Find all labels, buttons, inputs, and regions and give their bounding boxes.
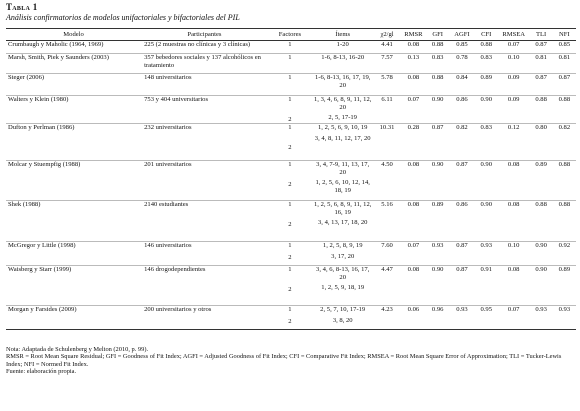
items-list: 2, 5, 17-19 [328,114,357,122]
cell-agfi: 0.85 [449,41,474,54]
header-nfi: NFI [553,29,576,41]
items-list: 1, 3, 4, 6, 8, 9, 11, 12, 20 [313,96,372,111]
cell-participantes: 201 universitarios [141,161,268,201]
items-list: 1-20 [336,41,349,48]
cell-tli: 0.88 [530,201,553,242]
cell-modelo: Dufton y Perlman (1986) [6,124,141,161]
factor-number: 1 [288,201,292,209]
cell-items [312,161,373,201]
cell-rmsr: 0.07 [401,242,426,266]
cell-items [312,124,373,161]
cell-rmsr: 0.08 [401,74,426,96]
cell-agfi: 0.93 [449,306,474,330]
factor-number: 2 [288,220,292,228]
cell-cfi: 0.90 [475,201,498,242]
cell-tli: 0.87 [530,41,553,54]
cell-factores [268,54,312,74]
cell-modelo: Waisberg y Starr (1999) [6,266,141,306]
cell-items [312,41,373,54]
factor-number: 1 [288,41,292,48]
cell-agfi: 0.87 [449,242,474,266]
factor-number: 2 [288,143,292,151]
cell-factores [268,124,312,161]
cell-chi2-gl: 5.78 [373,74,400,96]
table-subtitle: Análisis confirmatorios de modelos unifactoriales y bifactoriales del PIL [6,13,240,22]
cell-chi2-gl: 7.57 [373,54,400,74]
items-list: 3, 4, 13, 17, 18, 20 [317,219,368,227]
header-tli: TLI [530,29,553,41]
cell-rmsea: 0.10 [498,54,530,74]
cell-items [312,54,373,74]
cell-participantes: 2140 estudiantes [141,201,268,242]
cell-agfi: 0.78 [449,54,474,74]
cell-nfi: 0.88 [553,201,576,242]
factor-number: 1 [288,96,292,103]
header-chi2-gl: χ2/gl [373,29,400,41]
cell-rmsea: 0.07 [498,41,530,54]
table-title: Tabla 1 [6,2,38,12]
cell-cfi: 0.83 [475,124,498,161]
cell-modelo: Steger (2006) [6,74,141,96]
cell-tli: 0.89 [530,161,553,201]
cell-chi2-gl: 6.11 [373,96,400,124]
table-row [6,201,576,242]
factor-number: 2 [288,285,292,293]
cell-agfi: 0.86 [449,96,474,124]
table-row [6,242,576,266]
items-list: 1, 2, 5, 6, 8, 9, 11, 12, 16, 19 [313,201,372,216]
cell-gfi: 0.88 [426,41,449,54]
factor-number: 1 [288,124,292,132]
table-body [6,41,576,330]
cell-participantes: 357 bebedores sociales y 137 alcohólicos en tratamiento [141,54,268,74]
items-list: 1, 2, 5, 9, 18, 19 [321,284,365,292]
cell-rmsea: 0.09 [498,74,530,96]
cell-rmsea: 0.08 [498,201,530,242]
cell-gfi: 0.96 [426,306,449,330]
items-list: 3, 4, 7-9, 11, 13, 17, 20 [316,161,370,176]
cell-factores [268,306,312,330]
cell-items [312,201,373,242]
cell-participantes: 148 universitarios [141,74,268,96]
cell-factores [268,41,312,54]
cell-participantes: 146 universitarios [141,242,268,266]
cell-agfi: 0.86 [449,201,474,242]
factor-number: 2 [288,180,292,188]
header-row [6,29,576,41]
cell-factores [268,161,312,201]
cell-nfi: 0.89 [553,266,576,306]
items-list: 3, 4, 8, 11, 12, 17, 20 [314,134,371,142]
cell-participantes: 753 y 404 universitarios [141,96,268,124]
cell-participantes: 232 universitarios [141,124,268,161]
cell-gfi: 0.88 [426,74,449,96]
cell-cfi: 0.95 [475,306,498,330]
header-participantes: Participantes [141,29,268,41]
table-row [6,96,576,124]
note-abbreviations: RMSR = Root Mean Square Residual; GFI = Goodness of Fit Index; AGFI = Adjusted Goodness of Fit Index; CFI = Comparative Fit Index; RMSEA = Root Mean Square Error of Approximation; TLI = Tucker-Lewis Index; NFI = Normed Fit Index. [6,353,562,368]
cell-factores [268,74,312,96]
cell-tli: 0.80 [530,124,553,161]
cell-rmsr: 0.08 [401,201,426,242]
cell-tli: 0.90 [530,242,553,266]
cell-cfi: 0.83 [475,54,498,74]
cell-nfi: 0.88 [553,161,576,201]
cell-rmsea: 0.12 [498,124,530,161]
cell-tli: 0.93 [530,306,553,330]
cell-items [312,266,373,306]
cell-rmsr: 0.08 [401,161,426,201]
cell-cfi: 0.90 [475,161,498,201]
cell-tli: 0.87 [530,74,553,96]
header-gfi: GFI [426,29,449,41]
factor-number: 1 [288,266,292,274]
cell-cfi: 0.93 [475,242,498,266]
factor-number: 1 [288,161,292,169]
items-list: 1, 2, 5, 8, 9, 19 [322,242,363,250]
cell-rmsr: 0.28 [401,124,426,161]
cell-gfi: 0.90 [426,96,449,124]
cell-agfi: 0.82 [449,124,474,161]
cell-rmsea: 0.08 [498,266,530,306]
header-agfi: AGFI [449,29,474,41]
factor-number: 2 [288,253,292,261]
cell-modelo: Crumbaugh y Maholic (1964, 1969) [6,41,141,54]
header-items: Ítems [312,29,373,41]
factor-number: 1 [288,54,292,61]
note-source-adaptation: Nota: Adaptada de Schulenberg y Melton (2010, p. 99). [6,346,149,353]
cell-rmsea: 0.10 [498,242,530,266]
cell-gfi: 0.93 [426,242,449,266]
cell-cfi: 0.90 [475,96,498,124]
factor-number: 2 [288,115,292,123]
cell-rmsea: 0.07 [498,306,530,330]
cell-gfi: 0.89 [426,201,449,242]
cell-nfi: 0.93 [553,306,576,330]
cell-nfi: 0.88 [553,96,576,124]
items-list: 1, 2, 5, 6, 10, 12, 14, 18, 19 [315,179,370,194]
cell-nfi: 0.82 [553,124,576,161]
cell-rmsr: 0.08 [401,41,426,54]
cell-nfi: 0.92 [553,242,576,266]
cell-factores [268,201,312,242]
cell-rmsea: 0.09 [498,96,530,124]
cell-chi2-gl: 10.31 [373,124,400,161]
cell-nfi: 0.81 [553,54,576,74]
table-row [6,161,576,201]
cell-rmsea: 0.08 [498,161,530,201]
cell-items [312,242,373,266]
cell-factores [268,242,312,266]
cell-factores [268,266,312,306]
factor-number: 1 [288,306,292,314]
factor-number: 1 [288,74,292,81]
cell-modelo: McGregor y Little (1998) [6,242,141,266]
cell-rmsr: 0.08 [401,266,426,306]
cell-chi2-gl: 5.16 [373,201,400,242]
cell-modelo: Shek (1988) [6,201,141,242]
table-row [6,266,576,306]
header-factores: Factores [268,29,312,41]
cell-factores [268,96,312,124]
cell-gfi: 0.83 [426,54,449,74]
factor-number: 1 [288,242,292,250]
items-list: 1-6, 8-13, 16, 17, 19, 20 [314,74,371,89]
table-row [6,41,576,54]
cell-tli: 0.81 [530,54,553,74]
cell-modelo: Molcar y Stuempfig (1988) [6,161,141,201]
cell-tli: 0.88 [530,96,553,124]
items-list: 3, 17, 20 [331,252,355,260]
note-source: Fuente: elaboración propia. [6,368,77,376]
header-cfi: CFI [475,29,498,41]
header-modelo: Modelo [6,29,141,41]
fit-indices-table [6,28,576,330]
cell-rmsr: 0.07 [401,96,426,124]
table-row [6,74,576,96]
table-notes [6,346,576,376]
cell-chi2-gl: 4.50 [373,161,400,201]
cell-items [312,96,373,124]
cell-agfi: 0.87 [449,266,474,306]
cell-agfi: 0.84 [449,74,474,96]
cell-participantes: 225 (2 muestras no clínicas y 3 clínicas) [141,41,268,54]
cell-nfi: 0.85 [553,41,576,54]
cell-rmsr: 0.13 [401,54,426,74]
cell-chi2-gl: 4.47 [373,266,400,306]
header-rmsea: RMSEA [498,29,530,41]
cell-cfi: 0.89 [475,74,498,96]
cell-tli: 0.90 [530,266,553,306]
cell-gfi: 0.87 [426,124,449,161]
cell-participantes: 200 universitarios y otros [141,306,268,330]
items-list: 3, 8, 20 [332,316,353,324]
cell-chi2-gl: 7.60 [373,242,400,266]
cell-items [312,74,373,96]
cell-gfi: 0.90 [426,266,449,306]
table-row [6,54,576,74]
cell-participantes: 146 drogodependientes [141,266,268,306]
cell-agfi: 0.87 [449,161,474,201]
header-rmsr: RMSR [401,29,426,41]
items-list: 3, 4, 6, 8-13, 16, 17, 20 [316,266,370,281]
cell-chi2-gl: 4.23 [373,306,400,330]
cell-nfi: 0.87 [553,74,576,96]
cell-chi2-gl: 4.41 [373,41,400,54]
items-list: 2, 5, 7, 10, 17-19 [320,306,366,314]
cell-modelo: Walters y Klein (1980) [6,96,141,124]
cell-modelo: Morgan y Farsides (2009) [6,306,141,330]
cell-modelo: Marsh, Smith, Piek y Saunders (2003) [6,54,141,74]
cell-gfi: 0.90 [426,161,449,201]
items-list: 1-6, 8-13, 16-20 [321,54,365,61]
table-row [6,124,576,161]
factor-number: 2 [288,317,292,325]
table-row [6,306,576,330]
cell-rmsr: 0.06 [401,306,426,330]
cell-cfi: 0.91 [475,266,498,306]
cell-items [312,306,373,330]
items-list: 1, 2, 5, 6, 9, 10, 19 [317,124,368,132]
cell-cfi: 0.88 [475,41,498,54]
